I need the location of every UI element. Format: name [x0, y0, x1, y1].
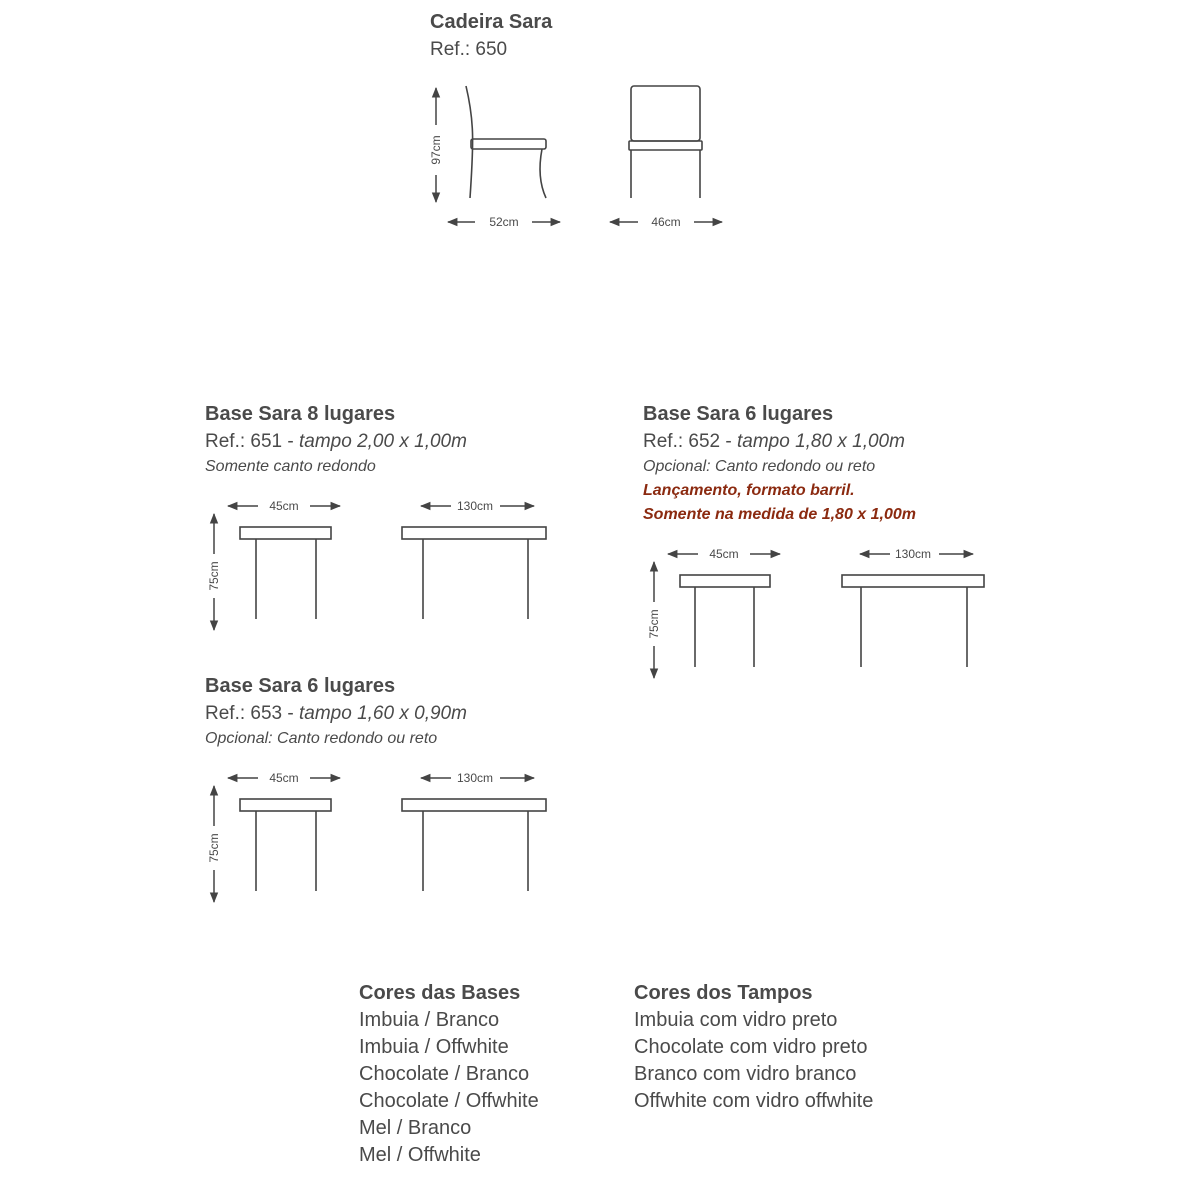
chair-front-view	[629, 86, 702, 198]
base-colors-list	[359, 1007, 539, 1169]
list-item: Branco com vidro branco	[634, 1063, 857, 1085]
table-652-front-width-label: 130cm	[894, 547, 932, 561]
table-652-front-width-dimension	[860, 547, 973, 561]
table-653-drawing	[195, 764, 565, 909]
table-653-side-view	[240, 799, 331, 891]
table-651-side-width-label: 45cm	[269, 499, 299, 513]
chair-height-dimension	[429, 88, 443, 202]
base-colors-title: Cores das Bases	[359, 982, 521, 1004]
table-653-note: Opcional: Canto redondo ou reto	[205, 730, 438, 747]
table-653-side-width-label: 45cm	[269, 771, 299, 785]
table-652-highlight-size: Somente na medida de 1,80 x 1,00m	[643, 506, 917, 523]
top-colors-section	[634, 980, 873, 1115]
table-652-note: Opcional: Canto redondo ou reto	[643, 458, 876, 475]
table-651-side-width-dimension	[228, 499, 340, 513]
chair-ref: Ref.: 650	[430, 39, 508, 60]
table-651-drawing	[195, 492, 565, 637]
chair-width-label: 46cm	[651, 215, 681, 229]
list-item: Mel / Offwhite	[359, 1144, 481, 1166]
table-652-drawing	[635, 540, 1005, 685]
table-653-ref: Ref.: 653 - tampo 1,60 x 0,90m	[205, 703, 467, 724]
list-item: Imbuia / Offwhite	[359, 1036, 509, 1058]
table-652-height-label: 75cm	[647, 609, 661, 639]
table-651-header	[205, 401, 467, 479]
table-651-height-dimension	[207, 514, 221, 630]
table-652-title: Base Sara 6 lugares	[643, 403, 834, 425]
list-item: Imbuia / Branco	[359, 1009, 500, 1031]
table-651-title: Base Sara 8 lugares	[205, 403, 396, 425]
list-item: Chocolate / Branco	[359, 1063, 530, 1085]
chair-depth-label: 52cm	[489, 215, 519, 229]
list-item: Offwhite com vidro offwhite	[634, 1090, 874, 1112]
chair-title: Cadeira Sara	[430, 11, 553, 33]
table-653-front-view	[402, 799, 546, 891]
table-651-front-width-dimension	[421, 499, 534, 513]
table-653-header	[205, 673, 467, 751]
chair-side-view	[466, 86, 546, 198]
table-652-side-width-label: 45cm	[709, 547, 739, 561]
list-item: Chocolate com vidro preto	[634, 1036, 868, 1058]
table-651-ref: Ref.: 651 - tampo 2,00 x 1,00m	[205, 431, 467, 452]
chair-depth-dimension	[448, 215, 560, 229]
table-652-side-view	[680, 575, 770, 667]
table-652-front-view	[842, 575, 984, 667]
table-653-side-width-dimension	[228, 771, 340, 785]
table-653-title: Base Sara 6 lugares	[205, 675, 396, 697]
chair-height-label: 97cm	[429, 135, 443, 165]
table-651-front-width-label: 130cm	[456, 499, 494, 513]
table-652-side-width-dimension	[668, 547, 780, 561]
chair-width-dimension	[610, 215, 722, 229]
table-651-note: Somente canto redondo	[205, 458, 376, 475]
table-652-header	[643, 401, 916, 527]
top-colors-list	[634, 1007, 873, 1115]
table-653-front-width-dimension	[421, 771, 534, 785]
list-item: Imbuia com vidro preto	[634, 1009, 838, 1031]
list-item: Mel / Branco	[359, 1117, 472, 1139]
table-653-height-label: 75cm	[207, 833, 221, 863]
base-colors-section	[359, 980, 539, 1169]
table-653-height-dimension	[207, 786, 221, 902]
chair-drawing	[420, 80, 740, 240]
table-652-height-dimension	[647, 562, 661, 678]
table-652-ref: Ref.: 652 - tampo 1,80 x 1,00m	[643, 431, 905, 452]
top-colors-title: Cores dos Tampos	[634, 982, 813, 1004]
table-651-height-label: 75cm	[207, 561, 221, 591]
table-652-highlight-launch: Lançamento, formato barril.	[643, 482, 855, 499]
table-651-side-view	[240, 527, 331, 619]
table-653-front-width-label: 130cm	[456, 771, 494, 785]
chair-header	[430, 9, 552, 63]
table-651-front-view	[402, 527, 546, 619]
list-item: Chocolate / Offwhite	[359, 1090, 539, 1112]
